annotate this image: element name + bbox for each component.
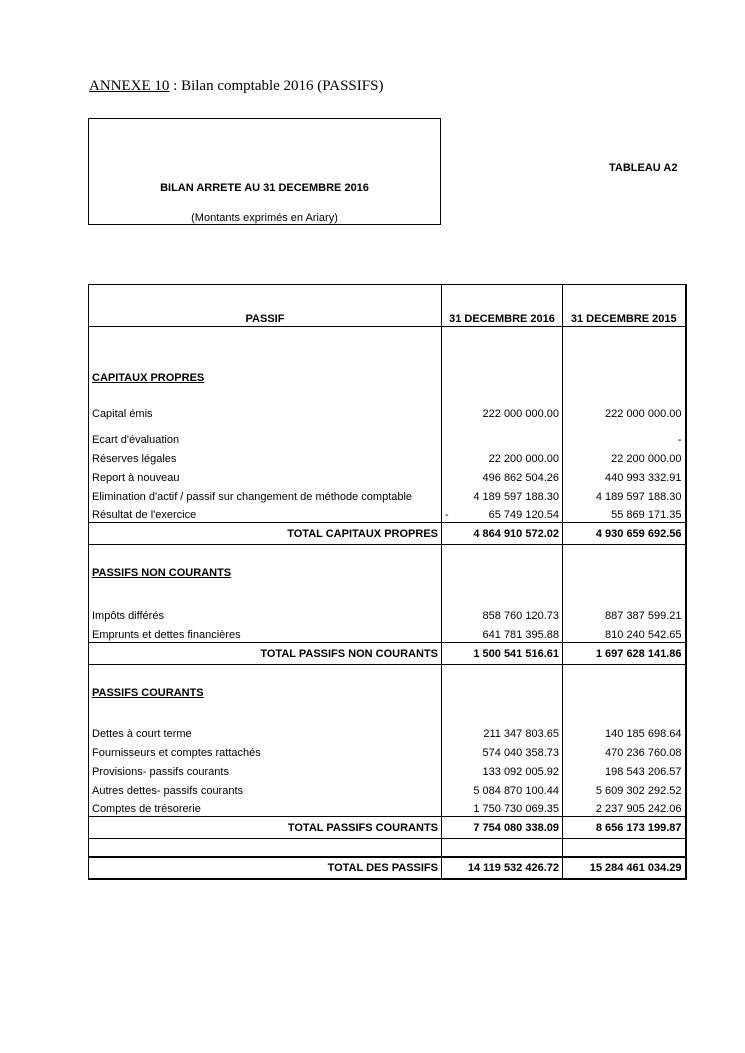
total-value-2015: 1 697 628 141.86 — [563, 643, 686, 665]
row-value-2016: 22 200 000.00 — [442, 447, 563, 466]
section-capitaux-propres: CAPITAUX PROPRES — [92, 371, 205, 384]
spacer-row — [89, 839, 686, 857]
annex-label: ANNEXE 10 — [89, 78, 170, 94]
row-label: Emprunts et dettes financières — [89, 623, 442, 643]
table-row — [89, 421, 686, 447]
table-row — [89, 466, 686, 485]
table-row — [89, 798, 686, 817]
annex-description: : Bilan comptable 2016 (PASSIFS) — [169, 78, 384, 94]
row-label: Capital émis — [89, 388, 442, 421]
grand-total-label: TOTAL DES PASSIFS — [89, 857, 442, 879]
row-value-2016: 133 092 005.92 — [442, 760, 563, 779]
row-value-2015: 470 236 760.08 — [563, 741, 686, 760]
total-value-2015: 4 930 659 692.56 — [563, 523, 686, 545]
column-header-2016: 31 DECEMBRE 2016 — [442, 285, 563, 327]
row-value-2016: 211 347 803.65 — [442, 703, 563, 741]
row-value-2015: - — [563, 421, 686, 447]
section-header-row — [89, 665, 686, 703]
column-header-2015: 31 DECEMBRE 2015 — [563, 285, 686, 327]
column-header-passif: PASSIF — [89, 285, 442, 327]
total-value-2016: 4 864 910 572.02 — [442, 523, 563, 545]
bilan-subtitle: (Montants exprimés en Ariary) — [191, 212, 338, 224]
total-value-2016: 7 754 080 338.09 — [442, 817, 563, 839]
row-value-2016: 496 862 504.26 — [442, 466, 563, 485]
passif-table — [88, 284, 687, 880]
row-value-2015: 140 185 698.64 — [563, 703, 686, 741]
section-passifs-non-courants: PASSIFS NON COURANTS — [92, 566, 232, 579]
row-value-2015: 887 387 599.21 — [563, 583, 686, 623]
table-row — [89, 583, 686, 623]
row-label: Réserves légales — [89, 447, 442, 466]
total-label: TOTAL CAPITAUX PROPRES — [89, 523, 442, 545]
row-value-2016-amount: 65 749 120.54 — [488, 509, 559, 521]
row-label: Ecart d'évaluation — [89, 421, 442, 447]
row-label: Comptes de trésorerie — [89, 798, 442, 817]
row-value-2015: 222 000 000.00 — [563, 388, 686, 421]
row-value-2016: 222 000 000.00 — [442, 388, 563, 421]
row-value-2015: 810 240 542.65 — [563, 623, 686, 643]
row-value-2016: 1 750 730 069.35 — [442, 798, 563, 817]
bilan-header-box — [88, 118, 441, 225]
table-row — [89, 388, 686, 421]
total-row — [89, 523, 686, 545]
grand-total-row — [89, 857, 686, 879]
row-value-2016 — [442, 421, 563, 447]
row-value-2015: 55 869 171.35 — [563, 504, 686, 523]
row-label: Autres dettes- passifs courants — [89, 779, 442, 798]
total-label: TOTAL PASSIFS NON COURANTS — [89, 643, 442, 665]
table-row — [89, 703, 686, 741]
grand-total-value-2016: 14 119 532 426.72 — [442, 857, 563, 879]
table-row — [89, 504, 686, 523]
row-label: Report à nouveau — [89, 466, 442, 485]
row-label: Résultat de l'exercice — [89, 504, 442, 523]
table-row — [89, 623, 686, 643]
row-value-2016: 4 189 597 188.30 — [442, 485, 563, 504]
section-header-row — [89, 327, 686, 388]
total-label: TOTAL PASSIFS COURANTS — [89, 817, 442, 839]
table-header-row — [89, 285, 686, 327]
row-value-2015: 198 543 206.57 — [563, 760, 686, 779]
total-row — [89, 817, 686, 839]
tableau-label: TABLEAU A2 — [609, 162, 678, 174]
section-passifs-courants: PASSIFS COURANTS — [92, 686, 204, 699]
annex-title — [89, 78, 383, 95]
row-value-2015: 4 189 597 188.30 — [563, 485, 686, 504]
row-value-2016: 574 040 358.73 — [442, 741, 563, 760]
row-value-2016: 5 084 870 100.44 — [442, 779, 563, 798]
row-label: Elimination d'actif / passif sur changement de méthode comptable — [89, 485, 442, 504]
row-label: Fournisseurs et comptes rattachés — [89, 741, 442, 760]
row-value-2016: 858 760 120.73 — [442, 583, 563, 623]
table-row — [89, 760, 686, 779]
row-value-2015: 22 200 000.00 — [563, 447, 686, 466]
row-label: Provisions- passifs courants — [89, 760, 442, 779]
row-value-2015: 440 993 332.91 — [563, 466, 686, 485]
row-label: Dettes à court terme — [89, 703, 442, 741]
table-row — [89, 779, 686, 798]
row-value-2015: 5 609 302 292.52 — [563, 779, 686, 798]
total-row — [89, 643, 686, 665]
negative-sign: - — [445, 509, 449, 521]
table-row — [89, 485, 686, 504]
total-value-2016: 1 500 541 516.61 — [442, 643, 563, 665]
row-value-2015: 2 237 905 242.06 — [563, 798, 686, 817]
table-row — [89, 447, 686, 466]
grand-total-value-2015: 15 284 461 034.29 — [563, 857, 686, 879]
row-label: Impôts différés — [89, 583, 442, 623]
row-value-2016: 641 781 395.88 — [442, 623, 563, 643]
row-value-2016 — [442, 504, 563, 523]
table-row — [89, 741, 686, 760]
bilan-title: BILAN ARRETE AU 31 DECEMBRE 2016 — [160, 182, 369, 194]
total-value-2015: 8 656 173 199.87 — [563, 817, 686, 839]
section-header-row — [89, 545, 686, 583]
